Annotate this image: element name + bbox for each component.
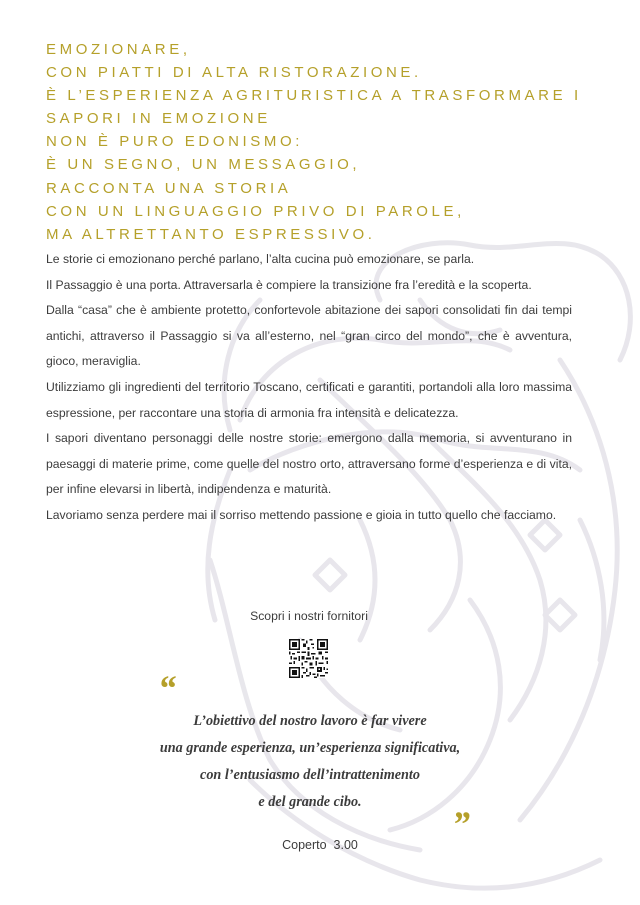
headline-line: SAPORI IN EMOZIONE — [46, 110, 271, 128]
quote — [130, 708, 490, 816]
quote-line: L’obiettivo del nostro lavoro è far vivere — [193, 713, 427, 729]
headline-line: RACCONTA UNA STORIA — [46, 179, 292, 197]
paragraph: Le storie ci emozionano perché parlano, l’alta cucina può emozionare, se parla. — [46, 252, 475, 266]
headline-line: È L’ESPERIENZA AGRITURISTICA A TRASFORMARE I — [46, 87, 582, 105]
headline-line: CON UN LINGUAGGIO PRIVO DI PAROLE, — [46, 202, 465, 220]
body-text — [46, 247, 572, 529]
paragraph: Lavoriamo senza perdere mai il sorriso mettendo passione e gioia in tutto quello che facciamo. — [46, 507, 557, 522]
quote-line: una grande esperienza, un’esperienza significativa, — [159, 740, 461, 756]
headline-line: CON PIATTI DI ALTA RISTORAZIONE. — [46, 64, 422, 82]
paragraph: Dalla “casa” che è ambiente protetto, confortevole abitazione dei sapori consolidati fin dai tempi antichi, attraverso il Passaggio si va all’esterno, nel “gran circo del mondo”, che è avventura, gioco, meraviglia. — [46, 303, 572, 369]
headline-line: NON È PURO EDONISMO: — [46, 133, 304, 151]
cover-charge — [0, 838, 640, 852]
headline-line: È UN SEGNO, UN MESSAGGIO, — [46, 156, 361, 174]
paragraph: Utilizziamo gli ingredienti del territorio Toscano, certificati e garantiti, portandoli alla loro massima espressione, per raccontare una storia di armonia fra intensità e delicatezza. — [46, 379, 572, 420]
headline-line: MA ALTRETTANTO ESPRESSIVO. — [46, 225, 376, 243]
headline — [46, 38, 606, 246]
cover-charge-price: 3.00 — [333, 838, 358, 852]
quote-line: con l’entusiasmo dell’intrattenimento — [200, 767, 420, 783]
paragraph: I sapori diventano personaggi delle nostre storie: emergono dalla memoria, si avventurano in paesaggi di materie prime, come quelle del nostro orto, attraversano forme d’esperienza e di vita, per infine elevarsi in libertà, indipendenza e maturità. — [46, 431, 572, 497]
qr-code-icon[interactable] — [289, 639, 328, 678]
suppliers-link[interactable]: Scopri i nostri fornitori — [250, 609, 368, 623]
quote-line: e del grande cibo. — [258, 794, 362, 810]
cover-charge-label: Coperto — [282, 838, 327, 852]
close-quote-mark: ” — [452, 804, 470, 844]
open-quote-mark: “ — [158, 668, 176, 708]
headline-line: EMOZIONARE, — [46, 41, 191, 58]
paragraph: Il Passaggio è una porta. Attraversarla è compiere la transizione fra l’eredità e la scoperta. — [46, 277, 532, 292]
